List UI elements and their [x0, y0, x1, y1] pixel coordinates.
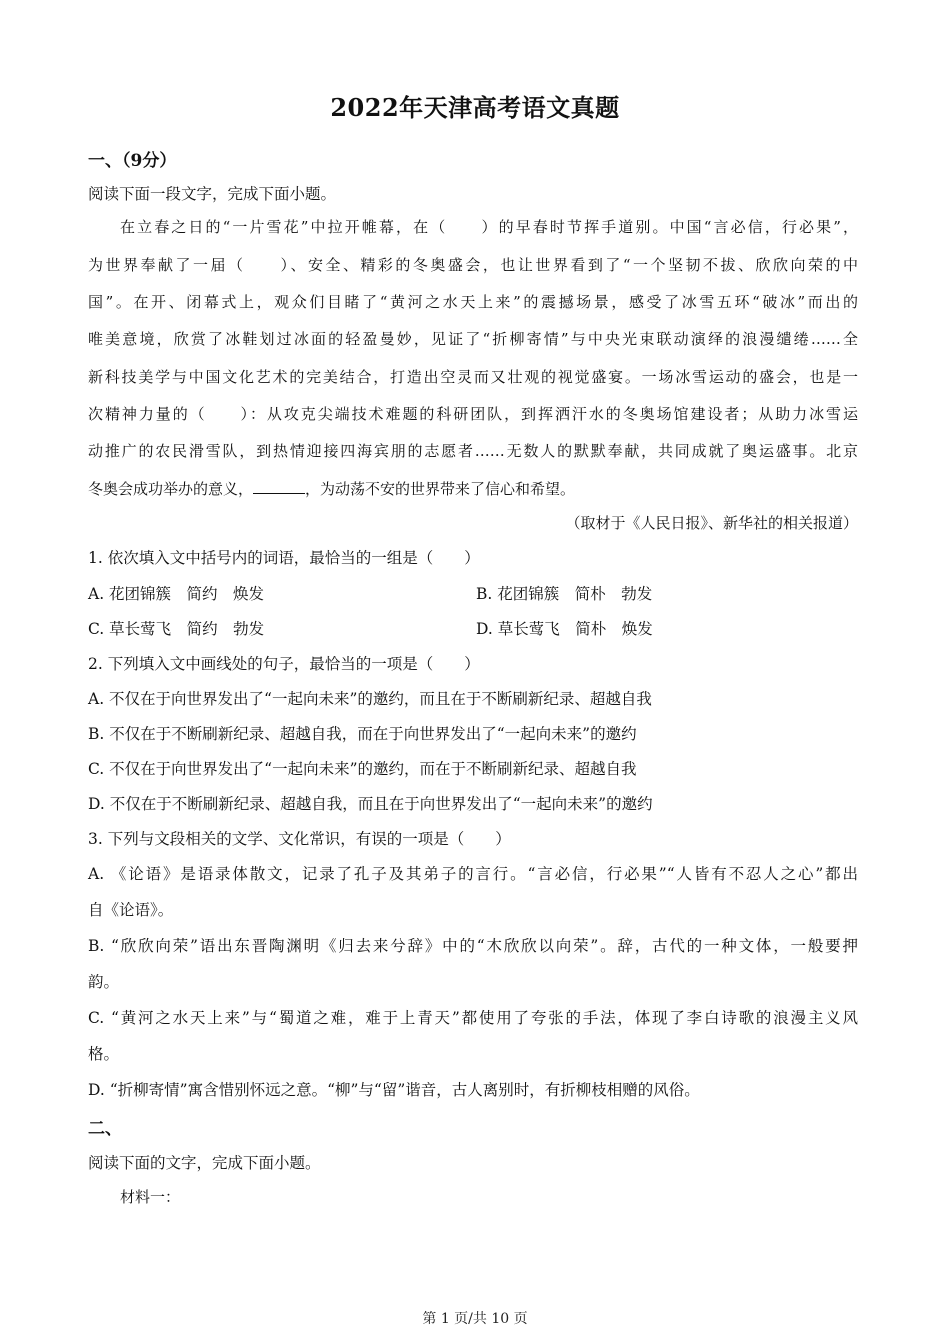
passage-line: 国”。在开、闭幕式上，观众们目睹了“黄河之水天上来”的震撼场景，感受了冰雪五环“破冰”而出的 [88, 293, 858, 311]
option-a-cont: 自《论语》。 [88, 901, 174, 919]
page-footer: 第 1 页/共 10 页 [422, 1311, 528, 1327]
question-stem: 1. 依次填入文中括号内的词语，最恰当的一组是（ ） [88, 549, 480, 567]
option-c: C. 不仅在于向世界发出了“一起向未来”的邀约，而在于不断刷新纪录、超越自我 [88, 760, 637, 778]
option-a: A. 花团锦簇 简约 焕发 [88, 585, 265, 603]
passage-text: ，为动荡不安的世界带来了信心和希望。 [305, 480, 576, 498]
option-a: A. 《论语》是语录体散文，记录了孔子及其弟子的言行。“言必信，行必果”“人皆有不忍人之心”都出 [88, 865, 858, 883]
option-c: C. “黄河之水天上来”与“蜀道之难，难于上青天”都使用了夸张的手法，体现了李白诗歌的浪漫主义风 [88, 1009, 858, 1027]
option-b-cont: 韵。 [88, 973, 120, 991]
option-d: D. 不仅在于不断刷新纪录、超越自我，而且在于向世界发出了“一起向未来”的邀约 [88, 795, 653, 813]
page-title: 2022年天津高考语文真题 [330, 93, 620, 122]
section-heading-1: 一、（9分） [88, 151, 177, 171]
passage-line: 为世界奉献了一届（ ）、安全、精彩的冬奥盛会，也让世界看到了“一个坚韧不拔、欣欣向荣的中 [88, 256, 858, 274]
underlined-blank [253, 479, 305, 494]
passage-text: 冬奥会成功举办的意义， [88, 480, 254, 498]
option-b: B. “欣欣向荣”语出东晋陶渊明《归去来兮辞》中的“木欣欣以向荣”。辞，古代的一种文体，一般要押 [88, 937, 858, 955]
passage-line-last [88, 478, 575, 499]
material-label: 材料一： [120, 1188, 181, 1206]
option-d: D. 草长莺飞 简朴 焕发 [476, 620, 653, 638]
passage-line: 在立春之日的“一片雪花”中拉开帷幕，在（ ）的早春时节挥手道别。中国“言必信，行必果”， [120, 218, 858, 236]
passage-line: 唯美意境，欣赏了冰鞋划过冰面的轻盈曼妙，见证了“折柳寄情”与中央光束联动演绎的浪漫缱绻……全 [88, 330, 858, 348]
option-d: D. “折柳寄情”寓含惜别怀远之意。“柳”与“留”谐音，古人离别时，有折柳枝相赠的风俗。 [88, 1081, 700, 1099]
option-a: A. 不仅在于向世界发出了“一起向未来”的邀约，而且在于不断刷新纪录、超越自我 [88, 690, 652, 708]
option-c-cont: 格。 [88, 1045, 120, 1063]
section-heading-2: 二、 [88, 1119, 122, 1139]
question-stem: 2. 下列填入文中画线处的句子，最恰当的一项是（ ） [88, 655, 480, 673]
section-instruction-1: 阅读下面一段文字，完成下面小题。 [88, 185, 337, 203]
passage-line: 动推广的农民滑雪队，到热情迎接四海宾朋的志愿者……无数人的默默奉献，共同成就了奥运盛事。北京 [88, 442, 858, 460]
question-stem: 3. 下列与文段相关的文学、文化常识，有误的一项是（ ） [88, 830, 511, 848]
option-b: B. 花团锦簇 简朴 勃发 [476, 585, 653, 603]
section-instruction-2: 阅读下面的文字，完成下面小题。 [88, 1154, 321, 1172]
passage-line: 次精神力量的（ ）：从攻克尖端技术难题的科研团队，到挥洒汗水的冬奥场馆建设者；从助力冰雪运 [88, 405, 858, 423]
option-c: C. 草长莺飞 简约 勃发 [88, 620, 265, 638]
passage-source: （取材于《人民日报》、新华社的相关报道） [565, 514, 858, 532]
option-b: B. 不仅在于不断刷新纪录、超越自我，而在于向世界发出了“一起向未来”的邀约 [88, 725, 637, 743]
passage-line: 新科技美学与中国文化艺术的完美结合，打造出空灵而又壮观的视觉盛宴。一场冰雪运动的盛会，也是一 [88, 368, 858, 386]
